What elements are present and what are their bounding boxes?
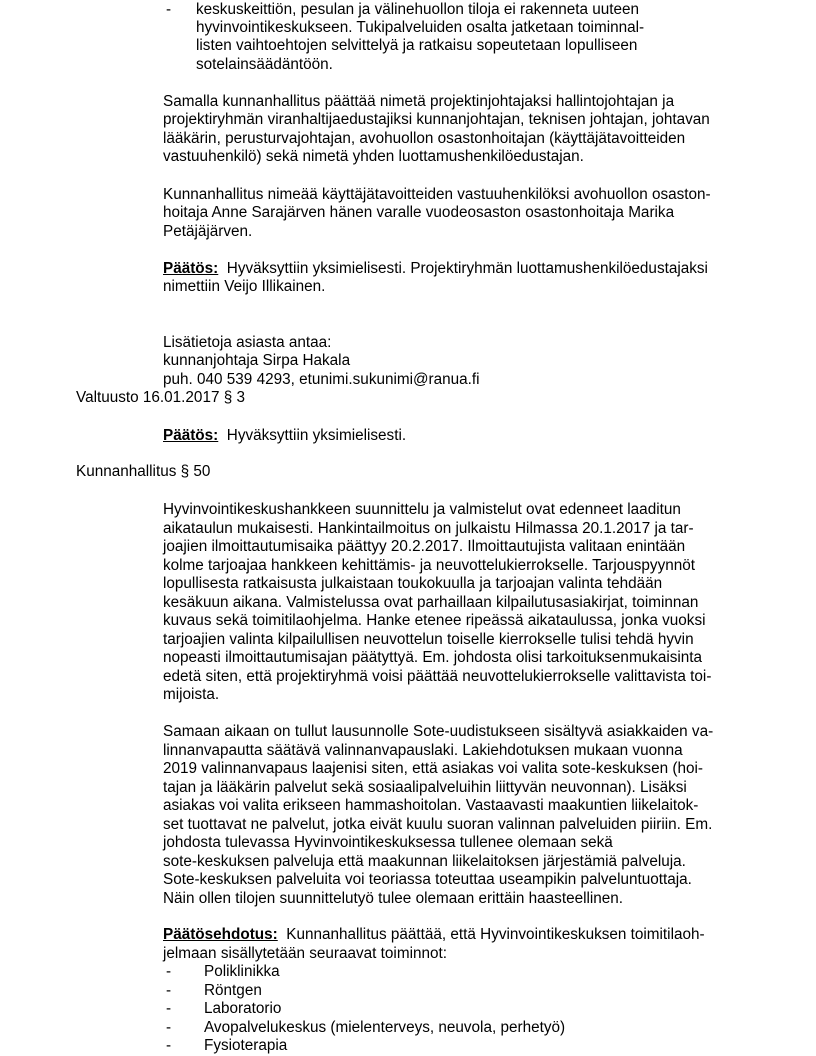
list-dash: - xyxy=(166,1037,172,1054)
list-dash: - xyxy=(166,963,172,980)
list-item: Avopalvelukeskus (mielenterveys, neuvola, perhetyö) xyxy=(204,1018,566,1036)
paragraph-line: tajan ja lääkärin palvelut sekä sosiaalipalveluihin liittyvän neuvonnan). Lisäksi xyxy=(163,778,687,796)
proposal-text: jelmaan sisällytetään seuraavat toiminnot: xyxy=(163,944,447,962)
paragraph-line: lääkärin, perusturvajohtajan, avohuollon osastonhoitajan (käyttäjätavoitteiden xyxy=(163,130,686,147)
paragraph-line: johdosta tulevassa Hyvinvointikeskuksessa tullenee olemaan sekä xyxy=(163,834,613,851)
bullet-text-line: hyvinvointikeskukseen. Tukipalveluiden osalta jatketaan toiminnal- xyxy=(196,19,645,36)
contact-intro: Lisätietoja asiasta antaa: xyxy=(163,334,332,351)
decision-label: Päätös: xyxy=(163,427,219,444)
paragraph-line: aikataulun mukaisesti. Hankintailmoitus on julkaistu Hilmassa 20.1.2017 ja tar- xyxy=(163,519,694,537)
bullet-text-line: sotelainsäädäntöön. xyxy=(196,56,333,73)
decision-text: Hyväksyttiin yksimielisesti. Projektiryhmän luottamushenkilöedustajaksi xyxy=(226,260,708,277)
list-item: Röntgen xyxy=(204,981,262,999)
council-decision xyxy=(163,427,406,446)
paragraph-line: kesäkuun aikana. Valmistelussa ovat parhaillaan kilpailutusasiakirjat, toiminnan xyxy=(163,593,699,611)
list-item: Poliklinikka xyxy=(204,963,280,980)
bullet-text-line: keskuskeittiön, pesulan ja välinehuollon tiloja ei rakenneta uuteen xyxy=(196,1,640,18)
board-heading: Kunnanhallitus § 50 xyxy=(76,463,211,480)
bullet-text-line: listen vaihtoehtojen selvittelyä ja ratkaisu sopeutetaan lopulliseen xyxy=(196,37,638,54)
paragraph-line: set tuottavat ne palvelut, jotka eivät kuulu suoran valinnan palveluiden piiriin. Em. xyxy=(163,815,713,833)
contact-details: puh. 040 539 4293, etunimi.sukunimi@ranua.fi xyxy=(163,371,480,388)
paragraph-line: edetä siten, että projektiryhmä voisi päättää neuvottelukierrokselle valittavista toi- xyxy=(163,667,712,685)
paragraph-line: tarjoajien valinta kilpailullisen neuvottelun toiselle kierrokselle tulisi tehdä hyvin xyxy=(163,630,694,648)
paragraph-line: kuvaus sekä toimitilaohjelma. Hanke etenee ripeässä aikataulussa, jonka vuoksi xyxy=(163,612,706,629)
paragraph-line: Samalla kunnanhallitus päättää nimetä projektinjohtajaksi hallintojohtajan ja xyxy=(163,93,675,110)
list-dash: - xyxy=(166,981,172,999)
paragraph-line: lopullisesta ratkaisusta julkaistaan toukokuulla ja tarjoajan valinta tehdään xyxy=(163,575,663,592)
paragraph-line: Sote-keskuksen palveluita voi teoriassa toteuttaa useampikin palveluntuottaja. xyxy=(163,871,692,888)
paragraph-line: mijoista. xyxy=(163,686,220,703)
paragraph-line: vastuuhenkilö) sekä nimetä yhden luottamushenkilöedustajan. xyxy=(163,148,584,165)
paragraph-line: asiakas voi valita erikseen hammashoitolan. Vastaavasti maakuntien liikelaitok- xyxy=(163,797,699,814)
paragraph-line: Näin ollen tilojen suunnittelutyö tulee olemaan erittäin haasteellinen. xyxy=(163,889,624,907)
decision-line xyxy=(163,260,708,279)
bullet-dash: - xyxy=(166,1,172,18)
list-item: Laboratorio xyxy=(204,1000,282,1017)
paragraph-line: projektiryhmän viranhaltijaedustajiksi kunnanjohtajan, teknisen johtajan, johtavan xyxy=(163,111,710,128)
proposal-text: Kunnanhallitus päättää, että Hyvinvointikeskuksen toimitilaoh- xyxy=(286,926,705,943)
paragraph-line: Hyvinvointikeskushankkeen suunnittelu ja valmistelut ovat edenneet laaditun xyxy=(163,501,681,518)
paragraph-line: Samaan aikaan on tullut lausunnolle Sote-uudistukseen sisältyvä asiakkaiden va- xyxy=(163,723,714,740)
paragraph-line: joajien ilmoittautumisaika päättyy 20.2.2017. Ilmoittautujista valitaan enintään xyxy=(163,538,686,555)
decision-text: nimettiin Veijo Illikainen. xyxy=(163,278,326,295)
paragraph-line: hoitaja Anne Sarajärven hänen varalle vuodeosaston osastonhoitaja Marika xyxy=(163,204,675,221)
decision-text: Hyväksyttiin yksimielisesti. xyxy=(226,427,407,444)
proposal-label: Päätösehdotus: xyxy=(163,926,278,943)
proposal-line xyxy=(163,926,705,945)
list-dash: - xyxy=(166,1018,172,1036)
list-item: Fysioterapia xyxy=(204,1037,288,1054)
paragraph-line: 2019 valinnanvapaus laajenisi siten, että asiakas voi valita sote-keskuksen (hoi- xyxy=(163,760,703,777)
paragraph-line: Petäjäjärven. xyxy=(163,223,253,240)
decision-label: Päätös: xyxy=(163,260,219,277)
list-dash: - xyxy=(166,1000,172,1017)
contact-person: kunnanjohtaja Sirpa Hakala xyxy=(163,352,351,369)
paragraph-line: Kunnanhallitus nimeää käyttäjätavoitteiden vastuuhenkilöksi avohuollon osaston- xyxy=(163,186,711,203)
paragraph-line: kolme tarjoajaa hankkeen kehittämis- ja neuvottelukierrokselle. Tarjouspyynnöt xyxy=(163,556,695,574)
paragraph-line: nopeasti ilmoittautumisajan päätyttyä. Em. johdosta olisi tarkoituksenmukaisinta xyxy=(163,649,703,666)
paragraph-line: linnanvapautta säätävä valinnanvapauslaki. Lakiehdotuksen mukaan vuonna xyxy=(163,741,683,759)
paragraph-line: sote-keskuksen palveluja että maakunnan liikelaitoksen järjestämiä palveluja. xyxy=(163,852,686,870)
council-heading: Valtuusto 16.01.2017 § 3 xyxy=(76,389,245,406)
